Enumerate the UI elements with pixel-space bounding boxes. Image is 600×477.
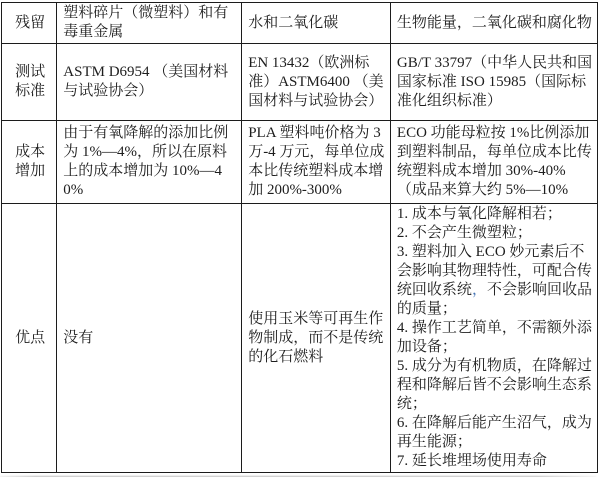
list-item: 1. 成本与氧化降解相若；: [396, 206, 562, 222]
row-header-residue: 残留: [2, 3, 57, 44]
cell-oxo-cost: 由于有氧降解的添加比例为 1%—4%，所以在原料上的成本增加为 10%—40%: [57, 121, 242, 204]
document-page: [0, 2, 600, 477]
cell-pla-cost: PLA 塑料吨价格为 3 万-4 万元，每单位成本比传统塑料成本增加 200%-300%: [242, 121, 391, 204]
row-header-cost-increase: 成本增加: [2, 121, 57, 204]
row-header-advantages: 优点: [2, 204, 57, 473]
cell-eco-residue: 生物能量，二氧化碳和腐化物: [390, 3, 597, 44]
cell-pla-standard: EN 13432（欧洲标准）ASTM6400 （美国材料与试验协会）: [242, 44, 391, 121]
table-row-test-standard: [2, 44, 598, 121]
table-row-advantages: [2, 204, 598, 473]
cell-eco-advantages: [390, 204, 597, 473]
list-item: 6. 在降解后能产生沼气，成为再生能源；: [396, 415, 592, 450]
list-item: 4. 操作工艺简单，不需额外添加设备；: [396, 320, 592, 355]
table-row-cost-increase: [2, 121, 598, 204]
cell-oxo-advantages: 没有: [57, 204, 242, 473]
table-row-residue: [2, 3, 598, 44]
cell-oxo-residue: 塑料碎片（微塑料）和有毒重金属: [57, 3, 242, 44]
list-item: 7. 延长堆埋场使用寿命: [396, 453, 547, 469]
list-item: 2. 不会产生微塑粒；: [396, 225, 532, 241]
cell-pla-advantages: 使用玉米等可再生作物制成，而不是传统的化石燃料: [242, 204, 391, 473]
list-item: 5. 成分为有机物质，在降解过程和降解后皆不会影响生态系统；: [396, 358, 592, 412]
plastics-comparison-table: [1, 2, 598, 473]
blue-comma: ，: [471, 282, 487, 298]
cell-eco-cost: ECO 功能母粒按 1%比例添加到塑料制品，每单位成本比传统塑料成本增加 30%-40%（成品来算大约 5%—10%: [390, 121, 597, 204]
row-header-test-standard: 测试标准: [2, 44, 57, 121]
cell-oxo-standard: ASTM D6954 （美国材料与试验协会）: [57, 44, 242, 121]
list-item-text: 不会影响回收品的质量；: [396, 282, 592, 317]
cell-pla-residue: 水和二氧化碳: [242, 3, 391, 44]
list-item: [397, 243, 593, 319]
list-item-text: 3. 塑料加入 ECO 妙元素后不会影响其物理特性，可配合传统回收系统: [396, 244, 592, 298]
cell-eco-standard: GB/T 33797（中华人民共和国国家标准 ISO 15985（国际标准化组织标准）: [390, 44, 597, 121]
